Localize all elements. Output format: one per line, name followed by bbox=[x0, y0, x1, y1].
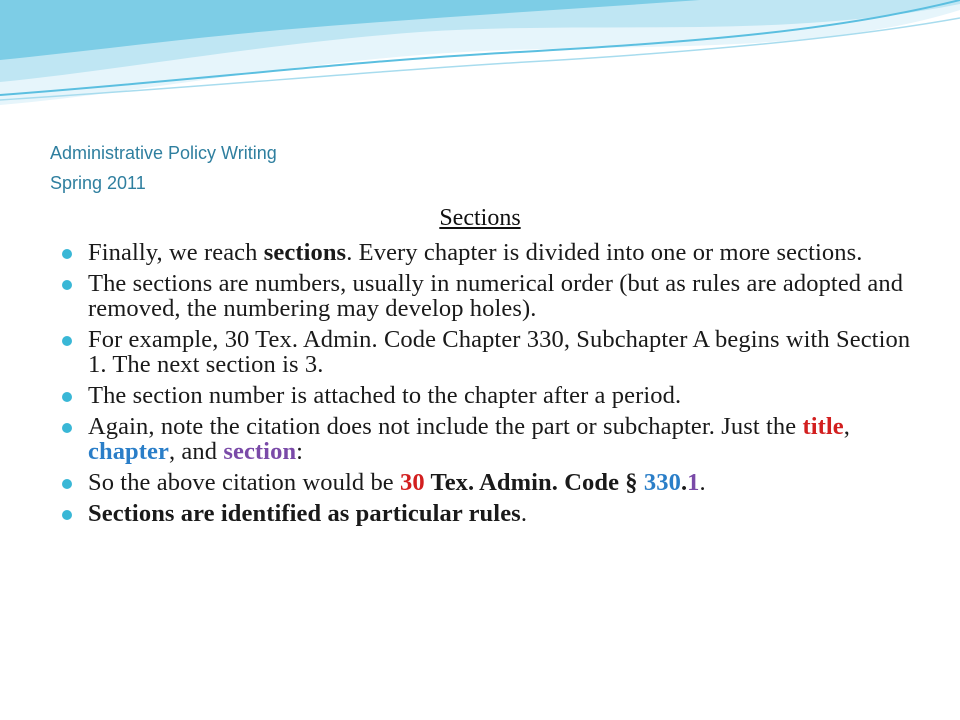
bullet-text: . bbox=[699, 469, 706, 496]
bullet-text: , bbox=[843, 413, 850, 440]
decorative-wave-banner bbox=[0, 0, 960, 110]
bullet-text: The section number is attached to the chapter after a period. bbox=[88, 382, 682, 409]
header-course: Administrative Policy Writing bbox=[50, 143, 277, 163]
bullet-dot-icon bbox=[62, 479, 72, 489]
bullet-text: . bbox=[680, 469, 688, 496]
bullet-list bbox=[62, 240, 922, 532]
bullet-item bbox=[62, 271, 922, 321]
bullet-text: Finally, we reach bbox=[88, 239, 264, 266]
bullet-text: 30 bbox=[400, 469, 425, 496]
bullet-text: The sections are numbers, usually in numerical order (but as rules are adopted and removed, the numbering may develop holes). bbox=[88, 270, 904, 322]
bullet-text: Tex. Admin. Code § bbox=[424, 469, 644, 496]
bullet-text: section bbox=[223, 438, 297, 465]
bullet-text: , and bbox=[168, 438, 224, 465]
bullet-dot-icon bbox=[62, 392, 72, 402]
bullet-item bbox=[62, 414, 922, 464]
bullet-text: 1 bbox=[687, 469, 700, 496]
slide-title: Sections bbox=[439, 205, 521, 231]
bullet-dot-icon bbox=[62, 510, 72, 520]
bullet-item bbox=[62, 470, 922, 495]
bullet-dot-icon bbox=[62, 423, 72, 433]
bullet-text: . Every chapter is divided into one or more sections. bbox=[346, 239, 863, 266]
bullet-dot-icon bbox=[62, 249, 72, 259]
bullet-dot-icon bbox=[62, 280, 72, 290]
bullet-text: title bbox=[802, 413, 844, 440]
bullet-text: Again, note the citation does not include the part or subchapter. Just the bbox=[88, 413, 803, 440]
bullet-item bbox=[62, 501, 922, 526]
bullet-text: chapter bbox=[88, 438, 169, 465]
slide-header bbox=[50, 138, 277, 198]
bullet-item bbox=[62, 383, 922, 408]
bullet-text: So the above citation would be bbox=[88, 469, 401, 496]
bullet-dot-icon bbox=[62, 336, 72, 346]
bullet-text: : bbox=[296, 438, 304, 465]
bullet-item bbox=[62, 240, 922, 265]
bullet-item bbox=[62, 327, 922, 377]
bullet-text: 330 bbox=[643, 469, 681, 496]
bullet-text: For example, 30 Tex. Admin. Code Chapter 330, Subchapter A begins with Section 1. The next section is 3. bbox=[88, 326, 911, 378]
bullet-text: Sections are identified as particular rules bbox=[88, 500, 521, 527]
bullet-text: . bbox=[520, 500, 528, 527]
bullet-text: sections bbox=[263, 239, 347, 266]
header-term: Spring 2011 bbox=[50, 173, 146, 193]
